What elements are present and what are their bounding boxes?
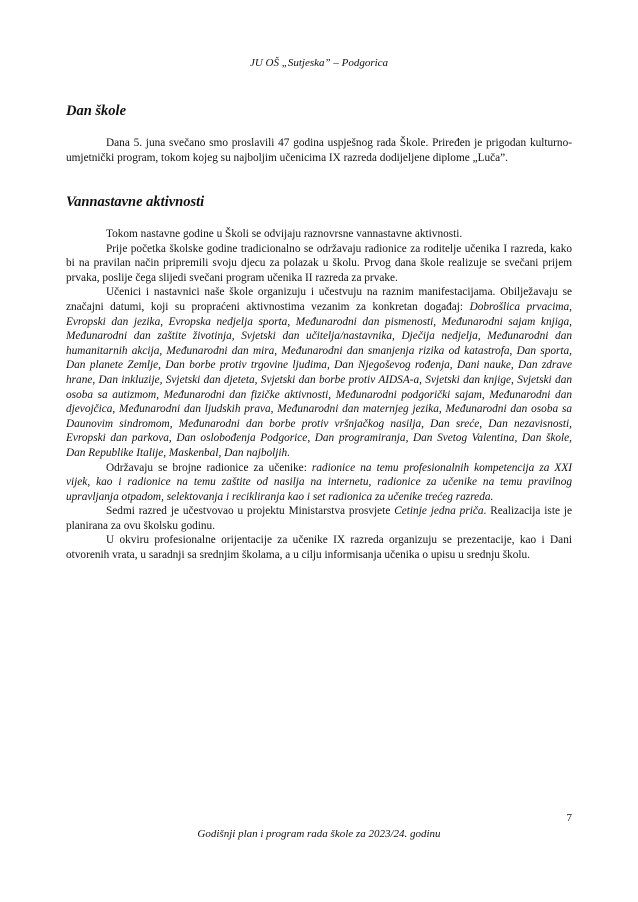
section-title-dan-skole: Dan škole (66, 103, 127, 119)
paragraph-workshops (66, 461, 572, 505)
paragraph: Dana 5. juna svečano smo proslavili 47 godina uspješnog rada Škole. Priređen je prigodan kulturno-umjetnički program, tokom kojeg su najboljim učenicima IX razreda dodijeljene diplome „Luča”. (66, 137, 572, 164)
paragraph-intro: Učenici i nastavnici naše škole organizuju i učestvuju na raznim manifestacijama. Obilježavaju se značajni datumi, koji su propraćeni aktivnostima vezanim za konkretan događaj: (66, 286, 572, 313)
paragraph-intro: Sedmi razred je učestvovao u projektu Ministarstva prosvjete (106, 505, 395, 518)
page-header: JU OŠ „Sutjeska” – Podgorica (249, 57, 389, 69)
section-body-vannastavne-aktivnosti (66, 227, 572, 563)
paragraph-outro: . Realizacija iste je planirana za ovu školsku godinu. (66, 505, 572, 532)
paragraph-project (66, 504, 572, 533)
project-name: Cetinje jedna priča (394, 505, 484, 518)
page-number: 7 (566, 812, 572, 824)
section-title-vannastavne-aktivnosti: Vannastavne aktivnosti (66, 194, 205, 210)
paragraph: U okviru profesionalne orijentacije za učenike IX razreda organizuju se prezentacije, kao i Dani otvorenih vrata, u saradnji sa srednjim školama, a u cilju informisanja učenika o upisu u srednju školu. (66, 534, 572, 562)
paragraph: Prije početka školske godine tradicionalno se održavaju radionice za roditelje učenika I razreda, kako bi na pravilan način pripremili svoju djecu za polazak u školu. Prvog dana škole realizuje se svečani prijem prvaka, poslije čega slijedi svečani program učenika II razreda za prvake. (66, 242, 572, 284)
paragraph: Tokom nastavne godine u Školi se odvijaju raznovrsne vannastavne aktivnosti. (106, 228, 463, 240)
manifestations-list: Dobrošlica prvacima, Evropski dan jezika, Evropska nedjelja sporta, Međunarodni dan pismenosti, Međunarodni sajam knjiga, Međunarodni dan zaštite životinja, Svjetski dan učitelja/nastavnika, Dječija nedjelja, Međunarodni dan humanitarnih akcija, Međunarodni dan mira, Međunarodni dan smanjenja rizika od katastrofa, Dan sporta, Dan planete Zemlje, Dan borbe protiv trgovine ljudima, Dan Njegoševog rođenja, Dani nauke, Dan zdrave hrane, Dan inkluzije, Svjetski dan djeteta, Svjetski dan borbe protiv AIDSA-a, Svjetski dan knjige, Svjetski dan osoba sa autizmom, Međunarodni dan fizičke aktivnosti, Međunarodni podgorički sajam, Međunarodni dan djevojčica, Međunarodni dan ljudskih prava, Međunarodni dan maternjeg jezika, Međunarodni dan osoba sa Daunovim sindromom, Međunarodni dan borbe protiv vršnjačkog nasilja, Dan sreće, Dan nezavisnosti, Evropski dan parkova, Dan oslobođenja Podgorice, Dan programiranja, Dan Svetog Valentina, Dan škole, Dan Republike Italije, Maskenbal, Dan najboljih. (66, 300, 572, 459)
paragraph-intro: Održavaju se brojne radionice za učenike: (106, 461, 312, 474)
page-footer: Godišnji plan i program rada škole za 2023/24. godinu (197, 828, 441, 840)
paragraph-manifestations (66, 285, 572, 460)
section-body-dan-skole (66, 136, 572, 165)
workshops-list: radionice na temu profesionalnih kompetencija za XXI vijek, kao i radionice na temu zaštite od nasilja na internetu, radionice za učenike na temu pravilnog upravljanja otpadom, selektovanja i recikliranja kao i set radionica za učenike trećeg razreda. (66, 461, 572, 503)
